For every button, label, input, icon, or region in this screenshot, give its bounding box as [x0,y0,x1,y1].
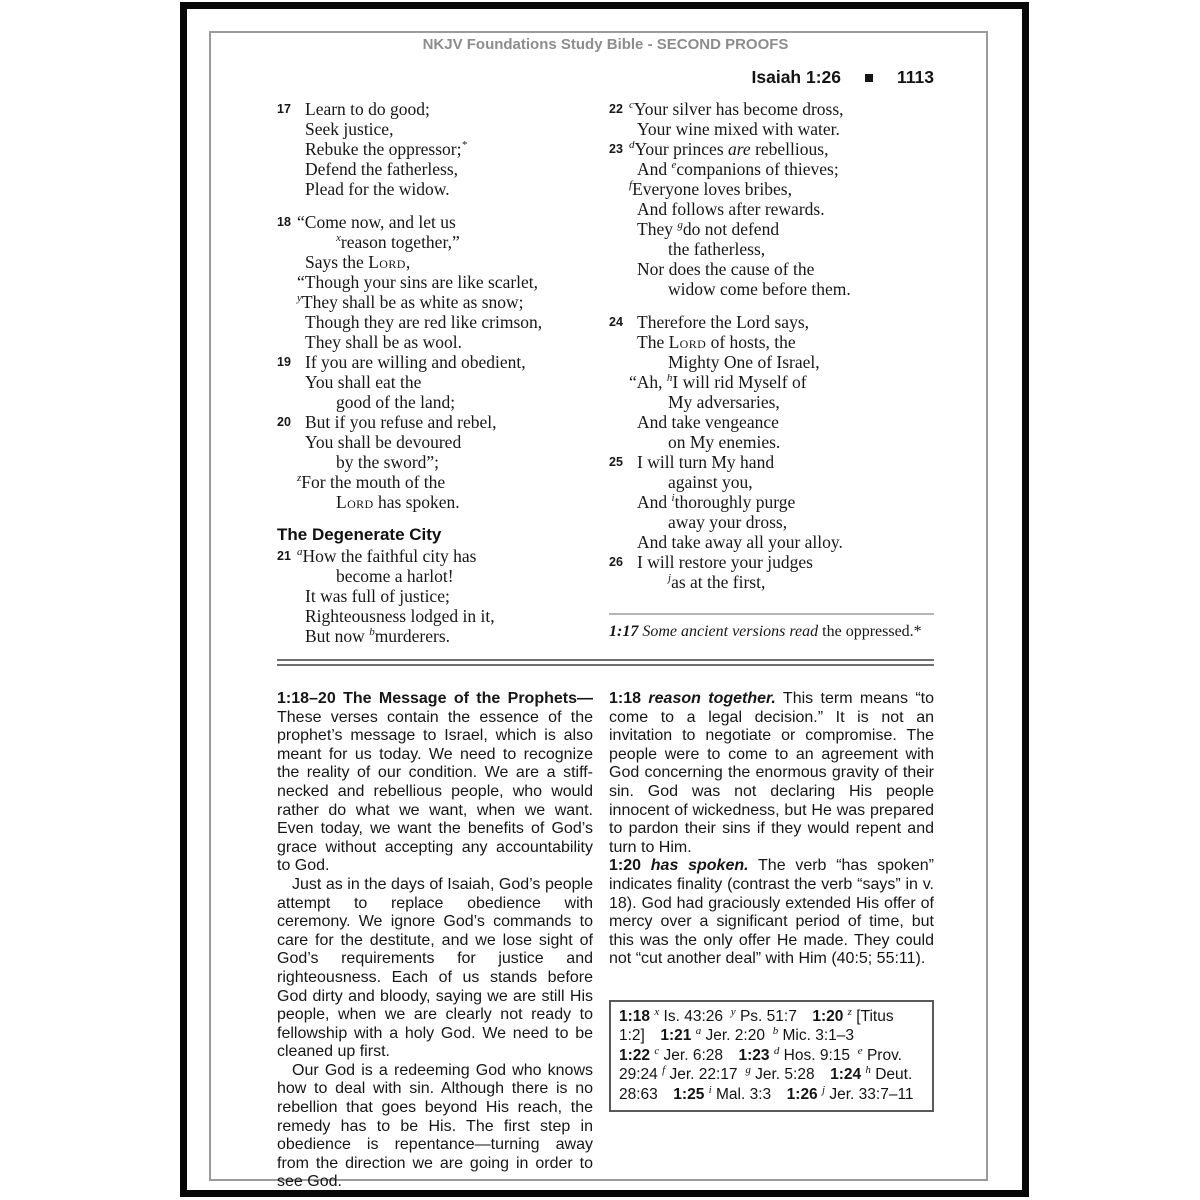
scripture-section [277,99,934,646]
verse-line: And $^i$thoroughly purge [637,492,796,512]
verse-line: $^f$Everyone loves bribes, [629,179,792,199]
cross-reference-line: 29:24 $^f$ Jer. 22:17 $^g$ Jer. 5:28 1:24 $^h$ Deut. [619,1064,913,1084]
verse-line: And $^e$companions of thieves; [637,159,839,179]
verse-line: Learn to do good; [305,99,430,119]
bible-page [209,31,988,1191]
verse-number: 18 [277,215,291,229]
verse-line: Nor does the cause of the [637,259,815,279]
verse-line: They shall be as wool. [305,332,462,352]
verse-line: And take away all your alloy. [637,532,843,552]
verse-number: 22 [609,102,623,116]
verse-line: I will restore your judges [637,552,813,572]
verse-17 [277,99,593,199]
verse-number: 20 [277,415,291,429]
verse-number: 24 [609,315,623,329]
verse-line: $^y$They shall be as white as snow; [297,292,524,312]
verse-line: Though they are red like crimson, [305,312,543,332]
proof-banner: NKJV Foundations Study Bible - SECOND PROOFS [422,36,789,53]
verse-line: Rebuke the oppressor;* [305,139,467,159]
study-notes-right-column [609,690,934,1192]
verse-line: Lord has spoken. [336,492,460,512]
verse-18 [277,212,593,352]
scripture-left-column [277,99,593,646]
cross-reference-line: 1:2] 1:21 $^a$ Jer. 2:20 $^b$ Mic. 3:1–3 [619,1025,855,1045]
verse-line: But now $^b$murderers. [305,626,451,646]
verse-line: You shall eat the [305,372,422,392]
verse-line: Righteousness lodged in it, [305,606,495,626]
translation-footnote [609,613,934,641]
verse-line: $^a$How the faithful city has [297,546,477,566]
verse-number: 21 [277,549,291,563]
verse-22 [609,99,934,139]
verse-line: Seek justice, [305,119,394,139]
cross-reference-box [609,1000,934,1113]
verse-line: Your wine mixed with water. [637,119,840,139]
verse-line: If you are willing and obedient, [305,352,526,372]
verse-line: by the sword”; [336,452,440,472]
study-notes-section [277,690,934,1192]
verse-line: And take vengeance [637,412,779,432]
verse-number: 19 [277,355,291,369]
verse-line: $^c$Your silver has become dross, [629,99,844,119]
verse-line: My adversaries, [668,392,780,412]
scripture-right-column [609,99,934,646]
verse-line: good of the land; [336,392,456,412]
verse-26 [609,552,934,592]
running-head-reference: Isaiah 1:26 [751,67,841,87]
verse-line: $^x$reason together,” [336,232,460,252]
square-bullet-icon [865,74,873,82]
footnote-text: 1:17 Some ancient versions read the oppressed.* [609,623,922,640]
page-number: 1113 [897,67,934,87]
footnote-rule [609,613,934,615]
running-head [277,67,934,88]
study-note-paragraph: 1:18 reason together. This term means “to come to a legal decision.” It is not an invitation to negotiate or compromise. The people were to come to an agreement with God concerning the enormous gravity of their sin. God was not declaring His people innocent of wickedness, but He was prepared to pardon their sins if they would repent and turn to Him. [609,690,934,856]
verse-line: “Come now, and let us [297,212,456,232]
verse-line: “Ah, $^h$I will rid Myself of [629,372,807,392]
verse-line: The Lord of hosts, the [637,332,796,352]
verse-line: Defend the fatherless, [305,159,459,179]
section-heading: The Degenerate City [277,525,442,544]
verse-line: But if you refuse and rebel, [305,412,497,432]
verse-25 [609,452,934,552]
verse-line: away your dross, [668,512,788,532]
study-note-paragraph: Our God is a redeeming God who knows how to deal with sin. Although there is no rebellion that goes beyond His reach, the remedy has to be His. The first step in obedience is repentance—turning away from the direction we are going in order to see God. [277,1061,593,1191]
verse-line: Says the Lord, [305,252,411,272]
verse-line: You shall be devoured [305,432,462,452]
verse-line: It was full of justice; [305,586,450,606]
verse-line: Therefore the Lord says, [637,312,810,332]
verse-line: $^z$For the mouth of the [297,472,446,492]
verse-number: 25 [609,455,623,469]
verse-number: 26 [609,555,623,569]
verse-line: become a harlot! [336,566,454,586]
verse-line: the fatherless, [668,239,766,259]
verse-24 [609,312,934,452]
verse-line: $^d$Your princes are rebellious, [629,139,829,159]
verse-21 [277,546,593,646]
verse-23 [609,139,934,299]
verse-20 [277,412,593,512]
verse-line: $^j$as at the first, [668,572,766,592]
verse-line: I will turn My hand [637,452,775,472]
verse-line: against you, [668,472,753,492]
study-notes-left-column [277,690,593,1192]
verse-line: Mighty One of Israel, [668,352,820,372]
verse-line: And follows after rewards. [637,199,825,219]
cross-reference-line: 1:18 $^x$ Is. 43:26 $^y$ Ps. 51:7 1:20 $^z$ [Titus [619,1005,894,1025]
study-note-paragraph: 1:18–20 The Message of the Prophets—These verses contain the essence of the prophet’s message to Israel, which is also meant for us today. We need to recognize the reality of our condition. We are a stiff-necked and rebellious people, who would rather do what we want, when we want. Even today, we want the benefits of God’s grace without accepting any accountability to God. [277,690,593,875]
verse-line: They $^g$do not defend [637,219,780,239]
cross-reference-line: 1:22 $^c$ Jer. 6:28 1:23 $^d$ Hos. 9:15 $^e$ Prov. [619,1044,902,1064]
verse-line: “Though your sins are like scarlet, [297,272,539,292]
cross-reference-line: 28:63 1:25 $^i$ Mal. 3:3 1:26 $^j$ Jer. 33:7–11 [619,1083,914,1103]
verse-line: on My enemies. [668,432,781,452]
study-note-paragraph: 1:20 has spoken. The verb “has spoken” indicates finality (contrast the verb “says” in v. 18). God had graciously extended His offer of mercy over a significant period of time, but this was the only offer He made. They could not “cut another deal” with Him (40:5; 55:11). [609,857,934,968]
verse-line: widow come before them. [668,279,851,299]
study-note-paragraph: Just as in the days of Isaiah, God’s people attempt to replace obedience with ceremony. We ignore God’s commands to care for the destitute, and we lose sight of God’s requirements for justice and righteousness. Each of us stands before God dirty and bloody, saying we are still His people, when we are clearly not ready to fellowship with a holy God. We need to be cleaned up first. [277,875,593,1061]
verse-19 [277,352,593,412]
verse-line: Plead for the widow. [305,179,450,199]
section-divider [277,659,934,666]
verse-number: 17 [277,102,291,116]
verse-number: 23 [609,142,623,156]
